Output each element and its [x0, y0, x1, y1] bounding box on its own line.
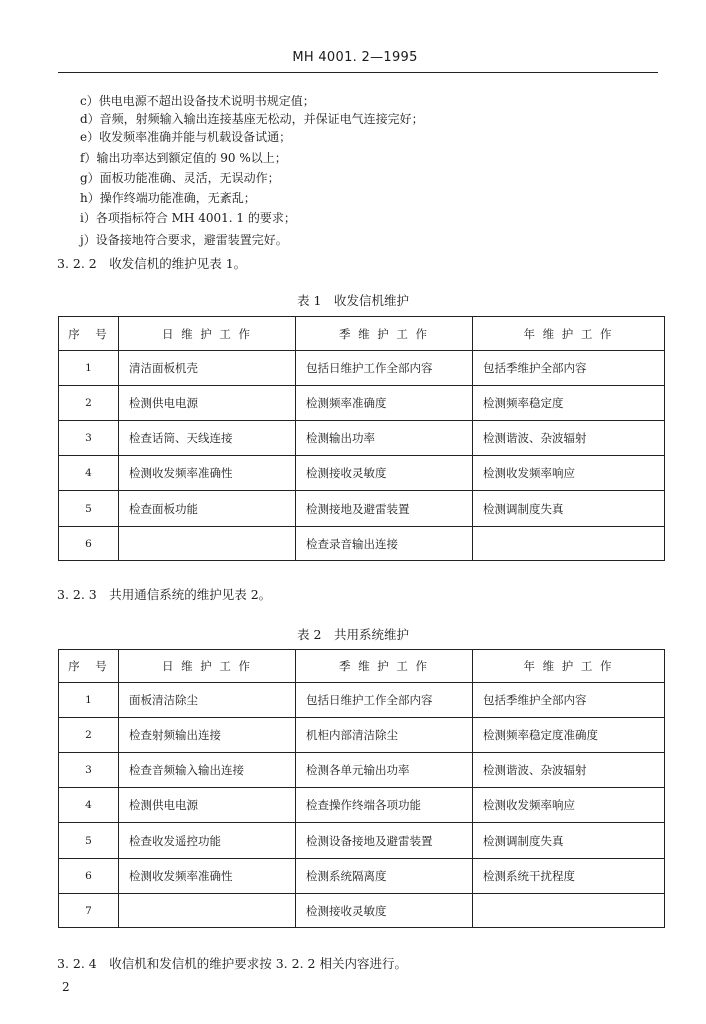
table-cell: 检测调制度失真: [473, 823, 665, 859]
table-row: [59, 527, 665, 561]
table-cell: 检测供电电源: [119, 386, 296, 421]
col-header-quarterly: 季 维 护 工 作: [296, 650, 473, 683]
table-cell: 5: [59, 491, 119, 527]
col-header-seq: 序 号: [59, 650, 119, 683]
table-cell: 3: [59, 421, 119, 456]
table-cell: 检查射频输出连接: [119, 718, 296, 753]
list-item: j）设备接地符合要求，避雷装置完好。: [80, 233, 288, 247]
table-cell: 检测系统隔离度: [296, 859, 473, 894]
table-cell: 检查收发遥控功能: [119, 823, 296, 859]
list-item: d）音频，射频输入输出连接基座无松动，并保证电气连接完好；: [80, 112, 424, 126]
table-cell: 1: [59, 351, 119, 386]
table-cell: 机柜内部清洁除尘: [296, 718, 473, 753]
table-cell: 检查操作终端各项功能: [296, 788, 473, 823]
table-cell: 清洁面板机壳: [119, 351, 296, 386]
page-number: 2: [62, 980, 70, 994]
table-cell: [473, 894, 665, 928]
table-row: [59, 894, 665, 928]
table-cell: 4: [59, 788, 119, 823]
table-cell: 检查话筒、天线连接: [119, 421, 296, 456]
table-cell: 检测收发频率响应: [473, 788, 665, 823]
table-cell: 检测频率稳定度准确度: [473, 718, 665, 753]
table-header-row: [59, 650, 665, 683]
list-item: e）收发频率准确并能与机载设备试通；: [80, 130, 292, 144]
table-row: [59, 823, 665, 859]
table-cell: 面板清洁除尘: [119, 683, 296, 718]
table-cell: 检测频率准确度: [296, 386, 473, 421]
table-cell: 检测系统干扰程度: [473, 859, 665, 894]
table-cell: 2: [59, 718, 119, 753]
table-cell: 检测供电电源: [119, 788, 296, 823]
table1-caption: 表 1 收发信机维护: [297, 293, 409, 308]
section-3-2-2: 3. 2. 2 收发信机的维护见表 1。: [57, 256, 247, 271]
table-row: [59, 753, 665, 788]
table-cell: 检测收发频率准确性: [119, 456, 296, 491]
page-header: MH 4001. 2—1995: [292, 50, 418, 65]
section-3-2-4: 3. 2. 4 收信机和发信机的维护要求按 3. 2. 2 相关内容进行。: [57, 956, 407, 971]
table-cell: 检测谐波、杂波辐射: [473, 421, 665, 456]
table-cell: 检测各单元输出功率: [296, 753, 473, 788]
table-cell: 检测设备接地及避雷装置: [296, 823, 473, 859]
table-row: [59, 491, 665, 527]
table-cell: 2: [59, 386, 119, 421]
table-cell: 包括季维护全部内容: [473, 351, 665, 386]
table-cell: 检测接收灵敏度: [296, 456, 473, 491]
table-cell: 检测谐波、杂波辐射: [473, 753, 665, 788]
list-item: f）输出功率达到额定值的 90 %以上；: [80, 151, 287, 165]
table-row: [59, 421, 665, 456]
list-item: i）各项指标符合 MH 4001. 1 的要求；: [80, 211, 296, 225]
table-cell: [119, 894, 296, 928]
table-cell: 检测收发频率准确性: [119, 859, 296, 894]
table-cell: 3: [59, 753, 119, 788]
table-cell: 6: [59, 527, 119, 561]
table-cell: 包括日维护工作全部内容: [296, 683, 473, 718]
table-cell: 检测接收灵敏度: [296, 894, 473, 928]
table-row: [59, 859, 665, 894]
table-cell: 检测收发频率响应: [473, 456, 665, 491]
table-cell: 包括日维护工作全部内容: [296, 351, 473, 386]
list-item: h）操作终端功能准确，无紊乱；: [80, 191, 256, 205]
table-cell: 1: [59, 683, 119, 718]
col-header-seq: 序 号: [59, 317, 119, 351]
table1: [58, 316, 665, 561]
table-cell: 包括季维护全部内容: [473, 683, 665, 718]
table-row: [59, 718, 665, 753]
table-cell: 检查音频输入输出连接: [119, 753, 296, 788]
section-3-2-3: 3. 2. 3 共用通信系统的维护见表 2。: [57, 587, 272, 602]
table-cell: 5: [59, 823, 119, 859]
table-cell: 6: [59, 859, 119, 894]
list-item: c）供电电源不超出设备技术说明书规定值；: [80, 94, 315, 108]
header-rule: [58, 72, 658, 73]
table-cell: 4: [59, 456, 119, 491]
col-header-quarterly: 季 维 护 工 作: [296, 317, 473, 351]
list-item: g）面板功能准确、灵活，无误动作；: [80, 171, 280, 185]
col-header-daily: 日 维 护 工 作: [119, 650, 296, 683]
col-header-daily: 日 维 护 工 作: [119, 317, 296, 351]
col-header-yearly: 年 维 护 工 作: [473, 317, 665, 351]
col-header-yearly: 年 维 护 工 作: [473, 650, 665, 683]
table-cell: 检测输出功率: [296, 421, 473, 456]
table-row: [59, 456, 665, 491]
table-cell: 7: [59, 894, 119, 928]
table-cell: 检查录音输出连接: [296, 527, 473, 561]
table2: [58, 649, 665, 928]
table-row: [59, 683, 665, 718]
table2-caption: 表 2 共用系统维护: [297, 627, 409, 642]
table-header-row: [59, 317, 665, 351]
table-row: [59, 351, 665, 386]
table-cell: 检测接地及避雷装置: [296, 491, 473, 527]
table-cell: [473, 527, 665, 561]
table-cell: 检测调制度失真: [473, 491, 665, 527]
table-cell: [119, 527, 296, 561]
table-row: [59, 386, 665, 421]
table-row: [59, 788, 665, 823]
table-cell: 检查面板功能: [119, 491, 296, 527]
table-cell: 检测频率稳定度: [473, 386, 665, 421]
